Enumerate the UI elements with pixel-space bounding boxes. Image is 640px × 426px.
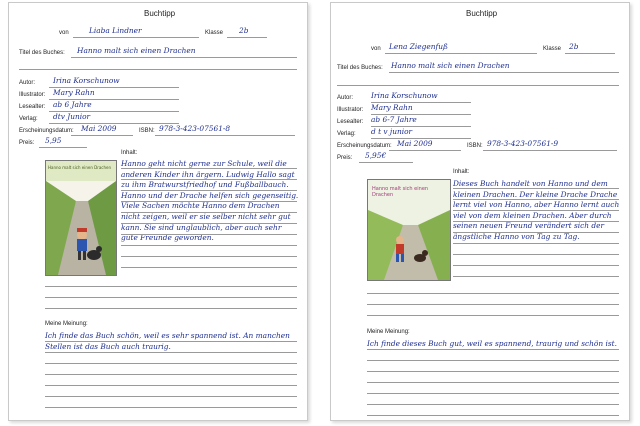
sheet-title: Buchtipp [466, 9, 498, 18]
illustrator-label: Illustrator: [337, 107, 364, 113]
autor-label: Autor: [19, 80, 36, 86]
isbn-label: ISBN: [139, 128, 155, 134]
isbn-value: 978-3-423-07561-8 [159, 124, 231, 133]
class-value: 2b [239, 26, 249, 35]
price-value: 5,95€ [365, 151, 387, 160]
book-title-value: Hanno malt sich einen Drachen [391, 61, 510, 70]
inhalt-label: Inhalt: [121, 150, 138, 156]
illustrator-label: Illustrator: [19, 92, 46, 98]
release-date-value: Mai 2009 [397, 139, 433, 148]
opinion-text: Ich finde das Buch schön, weil es sehr spannend ist. An manchen Stellen ist das Buch auch traurig. [45, 331, 290, 351]
inhalt-label: Inhalt: [453, 169, 470, 175]
book-report-sheet-right [330, 2, 630, 421]
sheet-title: Buchtipp [144, 9, 176, 18]
drawing-caption: Hanno malt sich einen Drachen [372, 186, 429, 198]
verlag-label: Verlag: [19, 116, 38, 122]
content-text: Hanno geht nicht gerne zur Schule, weil die anderen Kinder ihn ärgern. Ludwig Hallo sagt zu ihm Bratwurstfriedhof und Fußballbauch. Hanno und der Drache helfen sich gegenseitig. Viele Sachen möchte Hanno dem Drachen nicht zeigen, weil er sie selber nicht sehr gut kann. Sie sind unglaublich, aber auch sehr gute Freunde geworden. [121, 159, 299, 243]
book-title-value: Hanno malt sich einen Drachen [77, 46, 196, 55]
book-report-sheet-left [8, 2, 308, 421]
publisher-value: d t v junior [371, 127, 413, 136]
drawing-caption: Hanno malt sich einen Drachen [48, 165, 112, 170]
preis-label: Preis: [337, 155, 353, 161]
verlag-label: Verlag: [337, 131, 356, 137]
erscheinung-label: Erscheinungsdatum: [337, 143, 392, 149]
meinung-label: Meine Meinung: [45, 321, 88, 327]
class-value: 2b [569, 42, 579, 51]
release-date-value: Mai 2009 [81, 124, 117, 133]
book-cover-drawing [367, 179, 451, 281]
preis-label: Preis: [19, 140, 35, 146]
autor-label: Autor: [337, 95, 354, 101]
lesealter-label: Lesealter: [19, 104, 46, 110]
reading-age-value: ab 6-7 Jahre [371, 115, 417, 124]
content-text: Dieses Buch handelt von Hanno und dem kleinen Drachen. Der kleine Drache Drache lernt viel von Hanno, aber Hanno lernt auch viel von dem kleinen Drachen. Aber durch seinen neuen Freund verändert sich der ängstliche Hanno von Tag zu Tag. [453, 179, 620, 241]
isbn-label: ISBN: [467, 143, 483, 149]
illustrator-value: Mary Rahn [53, 88, 95, 97]
opinion-text: Ich finde dieses Buch gut, weil es spannend, traurig und schön ist. [367, 339, 617, 348]
isbn-value: 978-3-423-07561-9 [487, 139, 559, 148]
book-cover-drawing [45, 160, 117, 276]
author-value: Irina Korschunow [53, 76, 120, 85]
price-value: 5,95 [45, 136, 62, 145]
student-name: Lena Ziegenfuß [389, 42, 448, 51]
klasse-label: Klasse [205, 30, 224, 36]
meinung-label: Meine Meinung: [367, 329, 410, 335]
erscheinung-label: Erscheinungsdatum: [19, 128, 74, 134]
publisher-value: dtv Junior [53, 112, 91, 121]
von-label: von [59, 30, 69, 36]
klasse-label: Klasse [543, 46, 562, 52]
author-value: Irina Korschunow [371, 91, 438, 100]
titel-label: Titel des Buches: [19, 50, 65, 56]
titel-label: Titel des Buches: [337, 65, 383, 71]
illustrator-value: Mary Rahn [371, 103, 413, 112]
lesealter-label: Lesealter: [337, 119, 364, 125]
reading-age-value: ab 6 Jahre [53, 100, 92, 109]
von-label: von [371, 46, 381, 52]
student-name: Liaba Lindner [89, 26, 142, 35]
